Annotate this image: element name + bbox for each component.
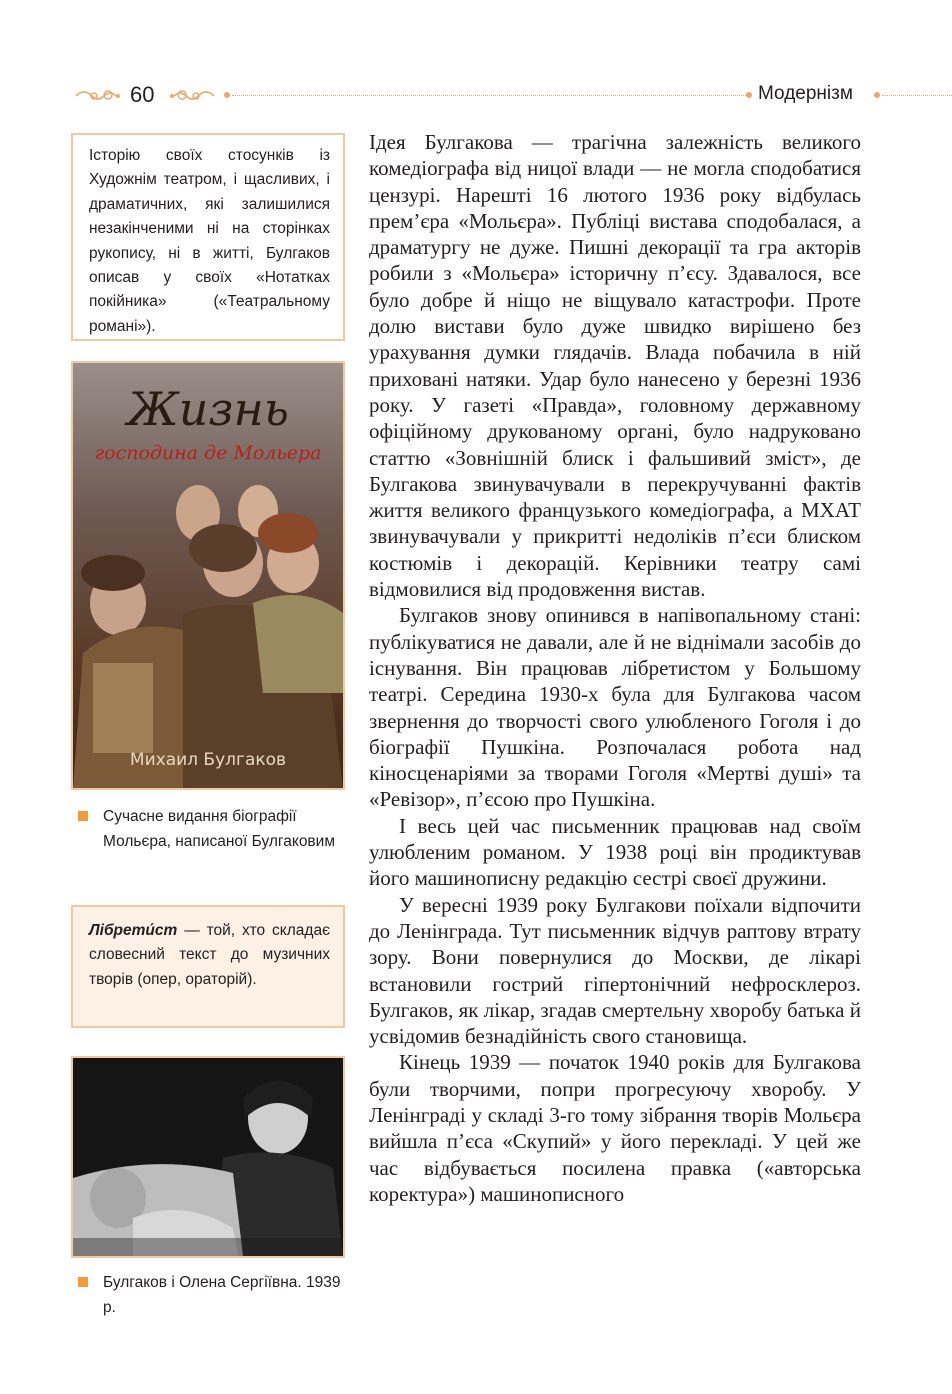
cover-subtitle: господина де Мольера — [94, 442, 322, 464]
sidebar-note: Історію своїх стосунків із Художнім театром, і щасливих, і драматичних, які залишилися незакінченими ні на сторінках рукопису, ні в житті, Булгаков описав у своїх «Нотатках покійника» («Театральному романі»). — [71, 133, 345, 341]
caption-text: Сучасне видання біографії Мольєра, написаної Булгаковим — [103, 808, 335, 850]
bullet-square-icon — [78, 1277, 88, 1287]
header-rule — [882, 95, 952, 96]
right-ornament-icon — [168, 86, 216, 106]
section-title: Модернізм — [758, 83, 853, 104]
left-ornament-icon — [74, 86, 122, 106]
cover-author: Михаил Булгаков — [129, 750, 287, 770]
book-cover-image — [71, 361, 345, 790]
paragraph: Кінець 1939 — початок 1940 років для Булгакова були творчими, попри прогресуючу хворобу. У Ленінграді у складі 3-го тому зібрання творів Мольєра вийшла п’єса «Скупий» у його перекладі. У цей же час відбувається посилена правка («авторська коректура») машинописного — [369, 1050, 861, 1206]
rule-dot — [224, 92, 230, 98]
page-number: 60 — [130, 82, 155, 107]
definition-term: Лібрети́ст — [89, 922, 178, 939]
main-text — [369, 129, 861, 1207]
definition-text: — той, хто складає словесний текст до музичних творів (опер, ораторій). — [89, 922, 330, 988]
paragraph: У вересні 1939 року Булгакови поїхали відпочити до Ленінграда. Тут письменник відчув раптову втрату зору. Вони повернулися до Москви, де лікарі встановили гострий гіпертонічний нефросклероз. Булгаков, як лікар, згадав смертельну хворобу батька й усвідомив безнадійність свого становища. — [369, 892, 861, 1049]
definition-box — [71, 905, 345, 1028]
rule-dot — [746, 92, 752, 98]
paragraph: І весь цей час письменник працював над своїм улюбленим романом. У 1938 році він продиктував його машинописну редакцію сестрі своєї дружини. — [369, 813, 861, 891]
cover-title: Жизнь — [127, 382, 289, 436]
bullet-square-icon — [78, 811, 88, 821]
image-caption — [78, 1270, 343, 1320]
image-caption — [78, 804, 343, 854]
header-rule — [232, 95, 746, 96]
rule-dot — [874, 92, 880, 98]
paragraph: Булгаков знову опинився в напівопальному стані: публікуватися не давали, але й не віднімали засобів до існування. Він працював лібретистом у Большому театрі. Середина 1930-х була для Булгакова часом звернення до творчості свого улюбленого Гоголя і до біографії Пушкіна. Розпочалася робота над кіносценаріями за творами Гоголя «Мертві душі» та «Ревізор», п’єсою про Пушкіна. — [369, 603, 861, 812]
caption-text: Булгаков і Олена Сергіївна. 1939 р. — [103, 1274, 341, 1316]
page-header — [0, 80, 952, 112]
photo-bulgakov — [71, 1056, 345, 1258]
paragraph: Ідея Булгакова — трагічна залежність великого комедіографа від ницої влади — не могла сподобатися цензурі. Нарешті 16 лютого 1936 року відбулась прем’єра «Мольєра». Публіці вистава сподобалася, а драматургу не дуже. Пишні декорації та гра акторів робили з «Мольєра» історичну п’єсу. Здавалося, все було добре й ніщо не віщувало катастрофи. Проте долю вистави було дуже швидко вирішено без урахування думки глядачів. Влада побачила в ній приховані натяки. Удар було нанесено у березні 1936 року. У газеті «Правда», головному державному офіційному друкованому органі, було надруковано статтю «Зовнішній блиск і фальшивий зміст», де Булгакова звинувачували в перекручуванні фактів життя великого французького комедіографа, а МХАТ звинувачували у прикритті недоліків п’єси блиском костюмів і декорацій. Керівники театру самі відмовилися від продовження вистав. — [369, 130, 861, 602]
